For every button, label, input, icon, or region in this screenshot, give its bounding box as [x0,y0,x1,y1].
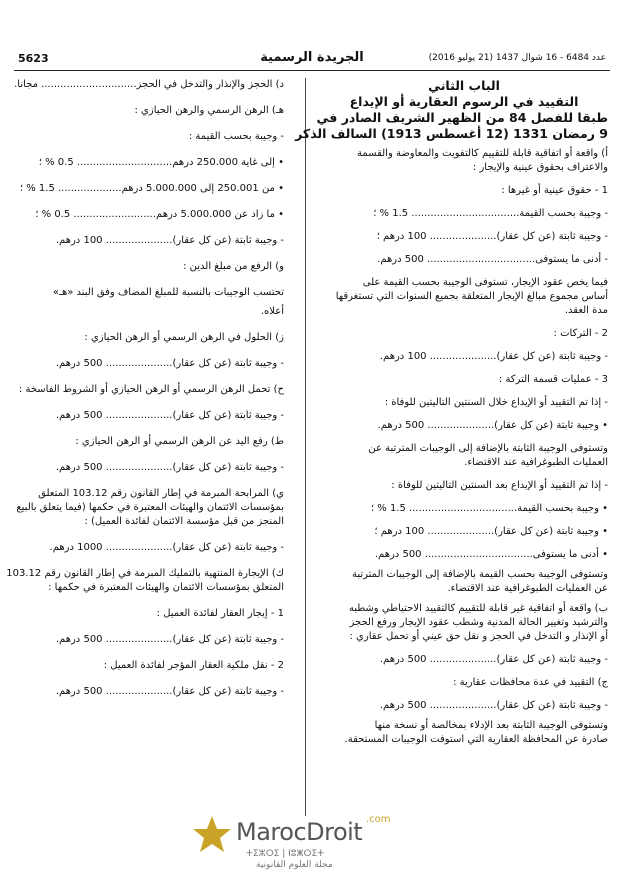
page-header [14,50,610,70]
text-line: أعلاه. [260,306,284,317]
text-line: تحتسب الوجيبات بالنسبة للمبلغ المضاف وفق البند «هـ» [52,287,284,298]
fee-line: - وجيبة ثابتة (عن كل عقار)..................... 500 درهم. [379,654,608,665]
text-line: المنجز من قبل مؤسسة الائتمان لفائدة العميل) : [84,516,284,527]
text-line: - إذا تم التقييد أو الإيداع بعد السنتين التاليتين للوفاة : [391,480,608,491]
fee-line: - وجيبة بحسب القيمة.................................. 1.5 % ؛ [373,208,608,219]
text-line: بمؤسسات الائتمان والهيئات المعتبرة في حكمها (فيما يتعلق بالبيع [16,502,284,513]
text-line: 1 - حقوق عينية أو غيرها : [501,185,608,196]
text-line: 1 - إيجار العقار لفائدة العميل : [156,608,284,619]
text-line: 2 - نقل ملكية العقار المؤجر لفائدة العميل : [103,660,284,671]
fee-line: • ما زاد عن 5.000.000 درهم.......................... 0.5 % ؛ [35,209,284,220]
left-column [6,78,284,699]
text-line: العمليات الطبوغرافية عند الاقتضاء. [464,457,608,468]
text-line: صادرة عن المحافظة العقارية التي استوفت الوجيبات المستحقة. [344,734,608,745]
text-line: أو الإنذار و التدخل في الحجز و نقل حق عيني أو تحمل عقاري : [349,631,608,642]
logo-wordmark: MarocDroit [236,818,363,846]
fee-line: • وجيبة ثابتة (عن كل عقار)..................... 500 درهم. [377,420,608,431]
header-rule [14,70,610,71]
text-line: ب) واقعة أو اتفاقية غير قابلة للتقييم كالتقييد الاحتياطي وشطبه [348,603,608,614]
text-line: - وجيبة بحسب القيمة : [188,131,284,142]
text-line: ي) المرابحة المبرمة في إطار القانون رقم 103.12 المتعلق [38,488,284,499]
fee-line: - وجيبة ثابتة (عن كل عقار)..................... 500 درهم. [55,410,284,421]
section-title: الباب الثاني [428,78,500,93]
fee-line: - وجيبة ثابتة (عن كل عقار)..................... 1000 درهم. [49,542,284,553]
text-line: أساس مجموع مبالغ الإيجار المتعلقة بجميع السنوات التي تستغرقها [335,291,608,302]
fee-line: • إلى غاية 250.000 درهم.............................. 0.5 % ؛ [38,157,284,168]
text-line: د) الحجز والإنذار والتدخل في الحجز.............................. مجانا. [14,79,284,90]
text-line: ط) رفع اليد عن الرهن الرسمي أو الرهن الحيازي : [75,436,284,447]
text-line: أ) واقعة أو اتفاقية قابلة للتقييم كالتفويت والمعاوضة والقسمة [357,148,608,159]
text-line: 2 - التركات : [553,328,608,339]
text-line: 3 - عمليات قسمة التركة : [498,374,608,385]
text-line: المتعلق بمؤسسات الائتمان والهيئات المعتبرة في حكمها : [48,582,284,593]
text-line: والاعتراف بحقوق عينية والإيجار : [472,162,608,173]
fee-line: - أدنى ما يستوفى.................................. 500 درهم. [377,254,608,265]
fee-line: - وجيبة ثابتة (عن كل عقار)..................... 500 درهم. [55,358,284,369]
fee-line: • من 250.001 إلى 5.000.000 درهم.................... 1.5 % ؛ [19,183,284,194]
text-line: ك) الإيجارة المنتهية بالتمليك المبرمة في إطار القانون رقم 103.12 [6,568,284,579]
gazette-title: الجريدة الرسمية [260,50,364,65]
text-line: وتستوفى الوجيبة بحسب القيمة بالإضافة إلى الوجيبات المترتبة [351,569,608,580]
page-number: 5623 [18,52,49,65]
text-line: مدة العقد. [564,305,608,316]
fee-line: - وجيبة ثابتة (عن كل عقار)..................... 500 درهم. [55,634,284,645]
text-line: - إذا تم التقييد أو الإيداع خلال السنتين التاليتين للوفاة : [384,397,608,408]
column-divider [305,78,306,816]
section-heading-line: 9 رمضان 1331 (12 أغسطس 1913) السالف الذكر [295,126,608,141]
issue-info: عدد 6484 - 16 شوال 1437 (21 يوليو 2016) [428,53,606,63]
text-line: هـ) الرهن الرسمي والرهن الحيازي : [134,105,284,116]
fee-line: • وجيبة ثابتة (عن كل عقار)..................... 100 درهم ؛ [374,526,608,537]
fee-line: • أدنى ما يستوفى.................................. 500 درهم. [374,549,608,560]
fee-line: - وجيبة ثابتة (عن كل عقار)..................... 500 درهم. [55,686,284,697]
marocdroit-logo [192,812,452,874]
fee-line: - وجيبة ثابتة (عن كل عقار)..................... 100 درهم ؛ [376,231,608,242]
fee-line: - وجيبة ثابتة (عن كل عقار)..................... 100 درهم. [379,351,608,362]
logo-tifinagh: ⵜⵉⵣⵔⵉ | ⵏⵓⵥⵔⵉⵜ [246,849,325,859]
logo-tagline: مجلة العلوم القانونية [256,860,333,870]
text-line: عن العمليات الطبوغرافية عند الاقتضاء. [447,583,608,594]
text-line: ح) تحمل الرهن الرسمي أو الرهن الحيازي أو الشروط الفاسخة : [18,384,284,395]
text-line: والترشيد وتغيير الحالة المدنية وشطب عقود الإيجار ورفع الحجز [349,617,608,628]
section-heading-line: التقييد في الرسوم العقارية أو الإيداع [349,94,579,109]
text-line: فيما يخص عقود الإيجار، تستوفى الوجيبة بحسب القيمة على [362,277,608,288]
text-line: وتستوفى الوجيبة الثابتة بالإضافة إلى الوجيبات المترتبة عن [368,443,608,454]
text-line: ز) الحلول في الرهن الرسمي أو الرهن الحيازي : [84,332,284,343]
fee-line: - وجيبة ثابتة (عن كل عقار)..................... 100 درهم. [55,235,284,246]
fee-line: - وجيبة ثابتة (عن كل عقار)..................... 500 درهم. [55,462,284,473]
fee-line: - وجيبة ثابتة (عن كل عقار)..................... 500 درهم. [379,700,608,711]
text-line: ج) التقييد في عدة محافظات عقارية : [453,677,608,688]
right-column [295,78,608,747]
logo-suffix: .com [366,814,391,825]
fee-line: • وجيبة بحسب القيمة.................................. 1.5 % ؛ [370,503,608,514]
text-line: و) الرفع من مبلغ الدين : [183,261,284,272]
section-heading-line: طبقا للفصل 84 من الظهير الشريف الصادر في [316,110,608,125]
star-icon [192,814,232,854]
text-line: وتستوفى الوجيبة الثابتة بعد الإدلاء بمخالصة أو نسخة منها [374,720,608,731]
